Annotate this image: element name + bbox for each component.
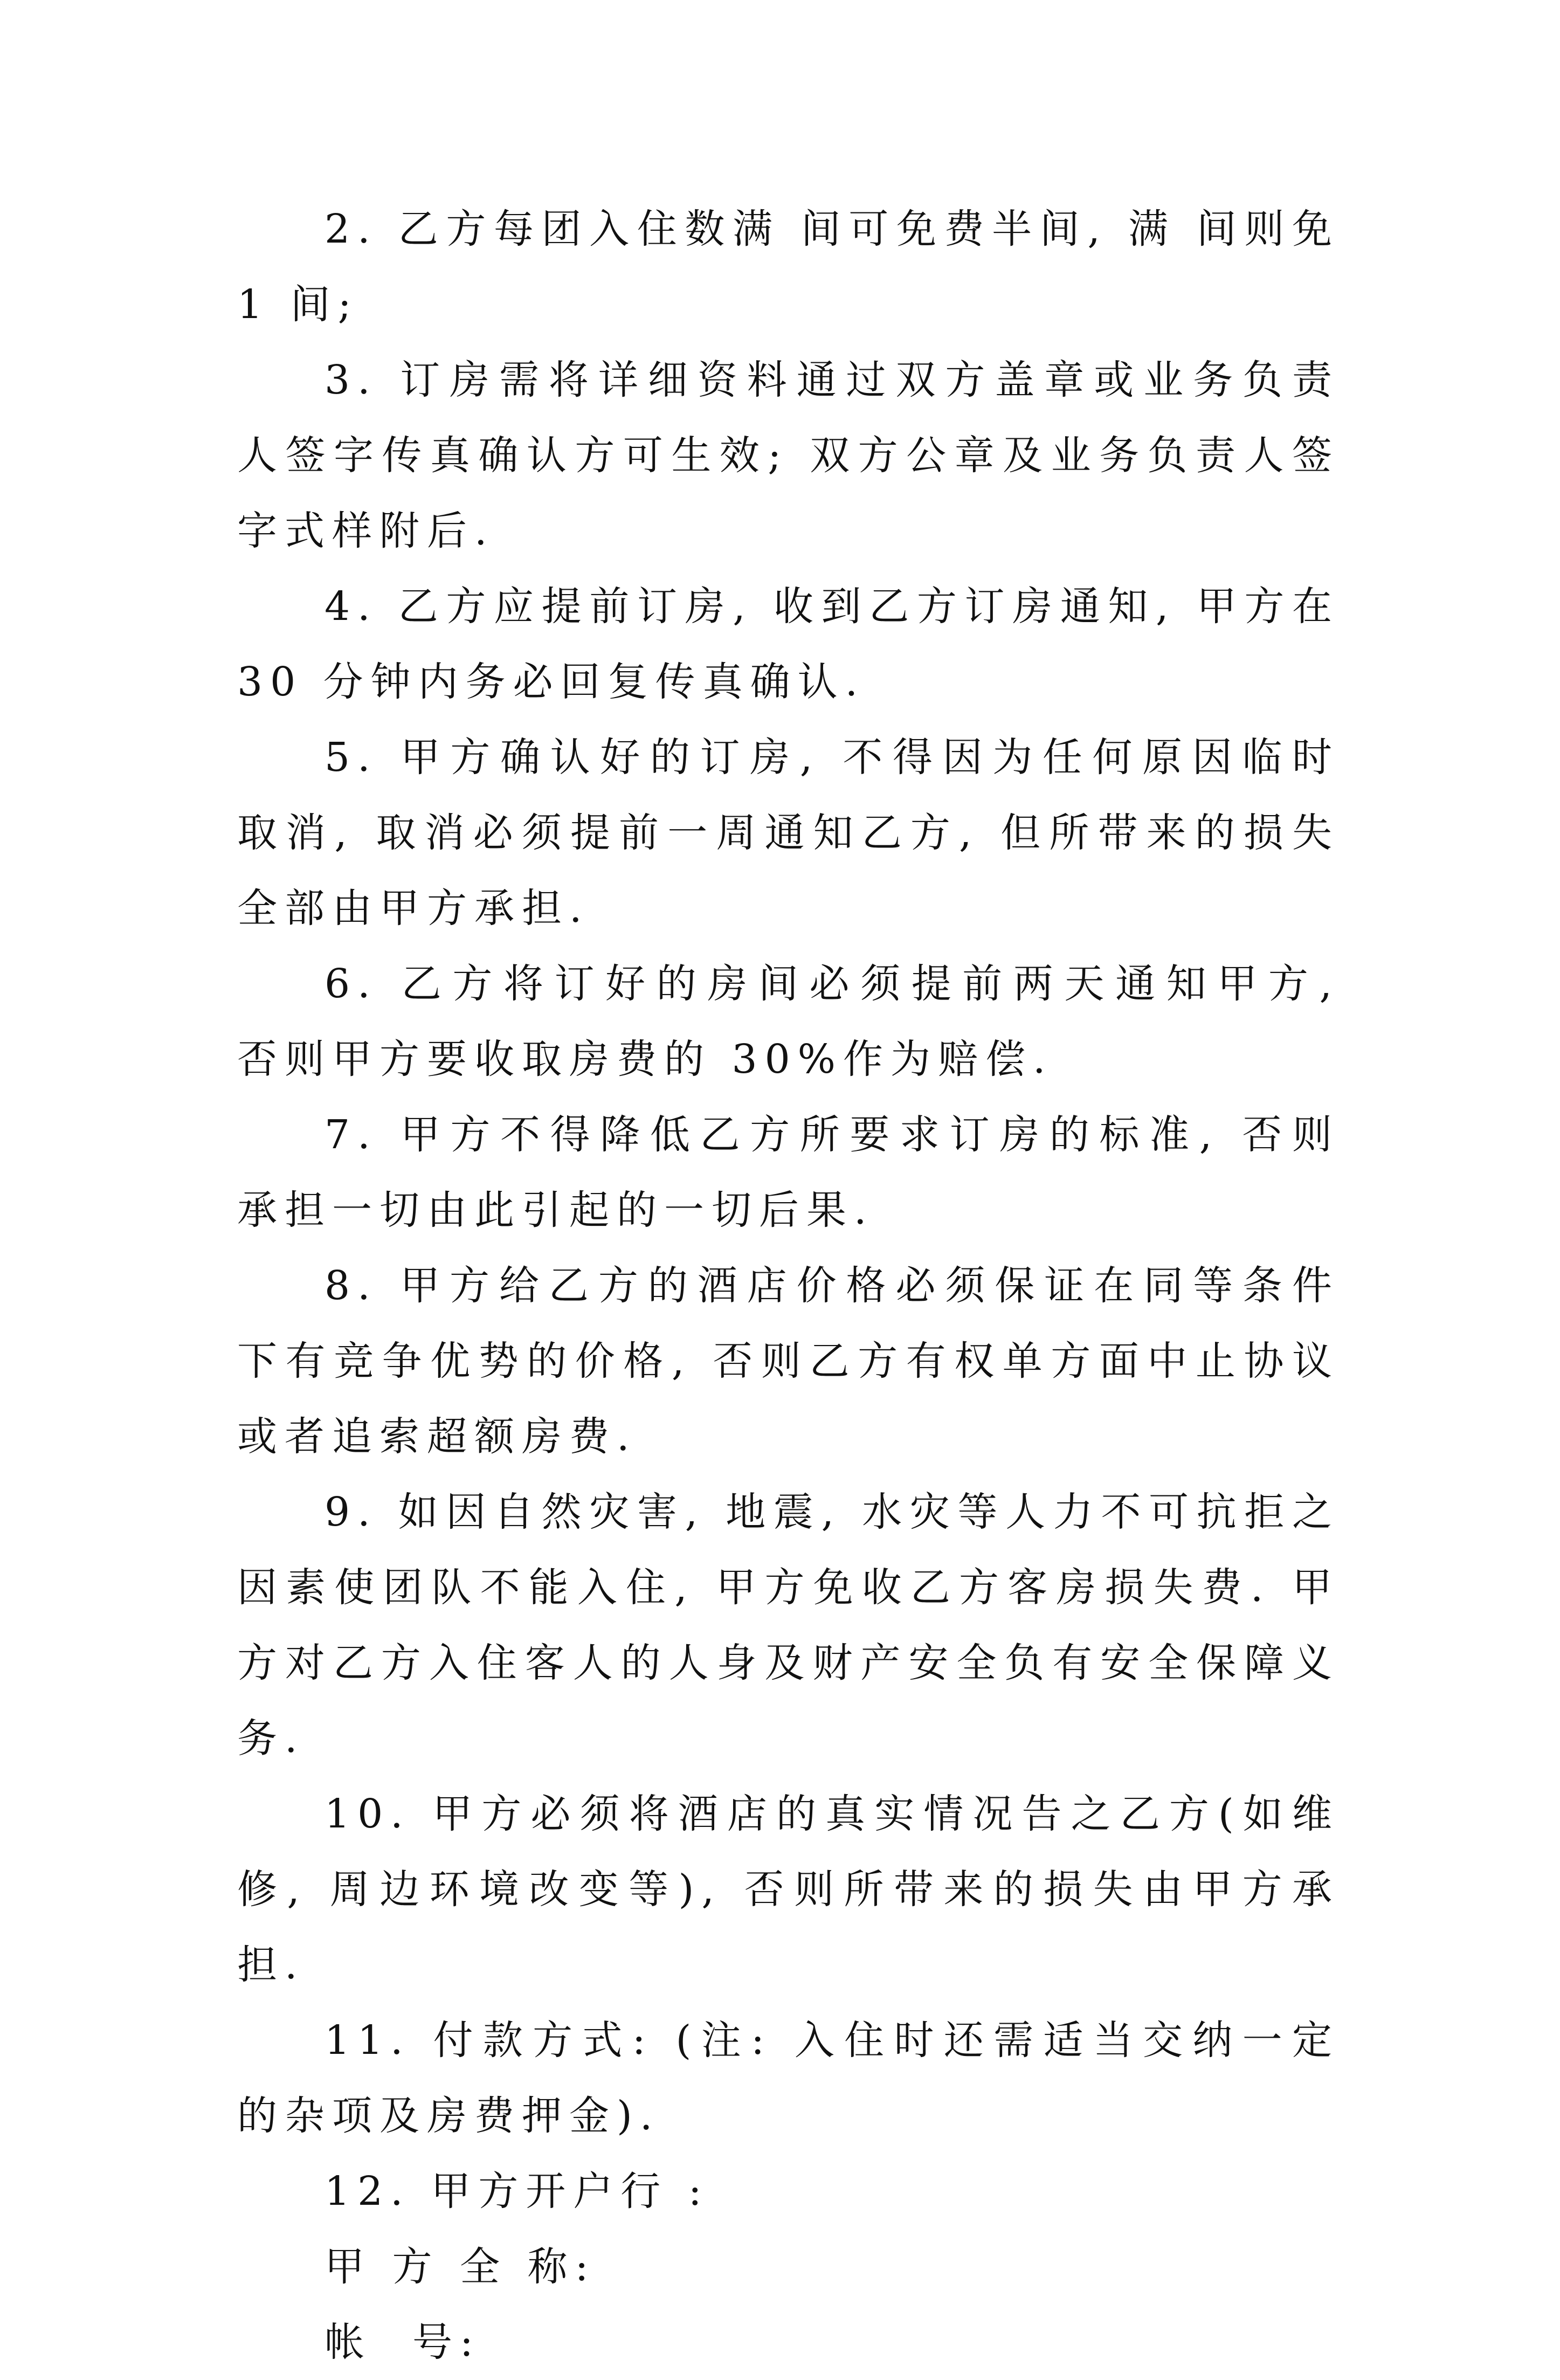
clause-6: 6. 乙方将订好的房间必须提前两天通知甲方, 否则甲方要收取房费的 30%作为赔偿. [237, 961, 1340, 1082]
clause-3: 3. 订房需将详细资料通过双方盖章或业务负责人签字传真确认方可生效; 双方公章及业务负责人签字式样附后. [237, 357, 1340, 554]
clause-5: 5. 甲方确认好的订房, 不得因为任何原因临时取消, 取消必须提前一周通知乙方, 但所带来的损失全部由甲方承担. [237, 734, 1340, 932]
clause-2: 2. 乙方每团入住数满 间可免费半间, 满 间则免 1 间; [237, 206, 1340, 328]
clause-8: 8. 甲方给乙方的酒店价格必须保证在同等条件下有竞争优势的价格, 否则乙方有权单方面中止协议或者追索超额房费. [237, 1263, 1340, 1460]
clause-9: 9. 如因自然灾害, 地震, 水灾等人力不可抗拒之因素使团队不能入住, 甲方免收乙方客房损失费. 甲方对乙方入住客人的人身及财产安全负有安全保障义务. [237, 1489, 1340, 1762]
clause-4: 4. 乙方应提前订房, 收到乙方订房通知, 甲方在 30 分钟内务必回复传真确认. [237, 583, 1340, 705]
full-name-field-label: 甲 方 全 称: [325, 2244, 596, 2290]
account-field-label: 帐 号: [325, 2319, 481, 2365]
clause-11: 11. 付款方式: (注: 入住时还需适当交纳一定的杂项及房费押金). [237, 2017, 1340, 2139]
clause-7: 7. 甲方不得降低乙方所要求订房的标准, 否则承担一切由此引起的一切后果. [237, 1112, 1340, 1233]
clause-12: 12. 甲方开户行 : [325, 2168, 709, 2215]
clause-10: 10. 甲方必须将酒店的真实情况告之乙方(如维修, 周边环境改变等), 否则所带来的损失由甲方承担. [237, 1791, 1340, 1988]
contract-text [237, 191, 1340, 2380]
